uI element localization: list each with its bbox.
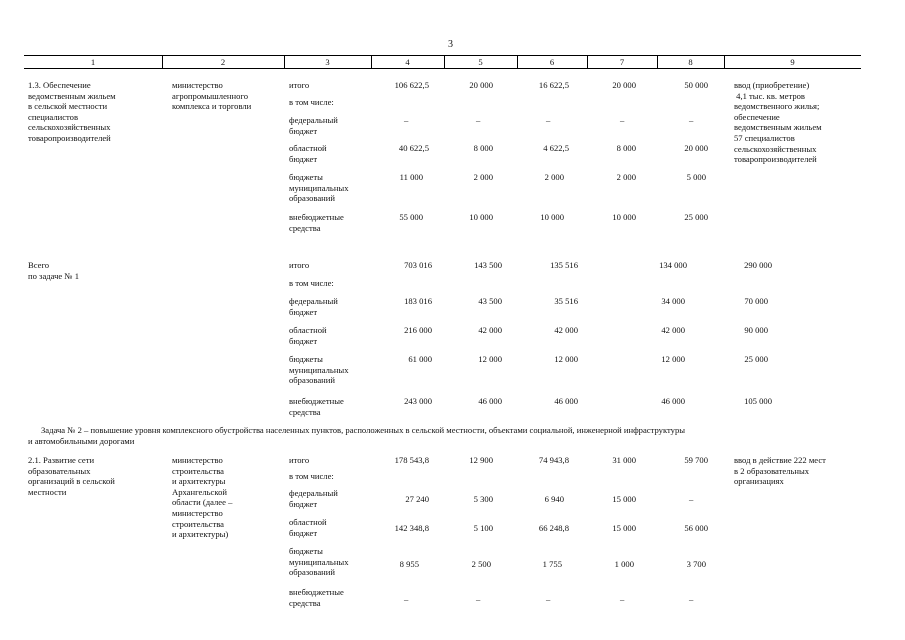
sec13-obl-c6: 4 622,5	[543, 143, 569, 153]
sec13-mun-c5: 2 000	[473, 172, 493, 182]
sec13-vneb-c5: 10 000	[469, 212, 493, 222]
header-col-5: 5	[478, 57, 483, 67]
total1-vneb-c8: 105 000	[744, 396, 772, 406]
sec13-fed-c4: –	[404, 115, 409, 125]
sec13-src-fed: федеральный бюджет	[289, 115, 338, 136]
total1-mun-c4: 61 000	[408, 354, 432, 364]
sec21-mun-c8: 3 700	[686, 559, 706, 569]
total1-itogo-c5: 143 500	[474, 260, 502, 270]
total1-mun-c6: 12 000	[554, 354, 578, 364]
sec21-vneb-c7: –	[620, 594, 625, 604]
sec21-itogo-c4: 178 543,8	[394, 455, 429, 465]
header-col-2: 2	[220, 57, 226, 67]
sec21-src-fed: федеральный бюджет	[289, 488, 338, 509]
sec13-fed-c5: –	[476, 115, 481, 125]
sec21-mun-c7: 1 000	[614, 559, 634, 569]
sec13-vneb-c8: 25 000	[684, 212, 708, 222]
sec13-src-vneb: внебюджетные средства	[289, 212, 344, 233]
sec21-obl-c4: 142 348,8	[394, 523, 429, 533]
task2-heading-line1: Задача № 2 – повышение уровня комплексного обустройства населенных пунктов, расположенных в сельской местности, объектами социальной, инженерной инфраструктуры	[41, 425, 686, 435]
total1-obl-c8: 90 000	[744, 325, 768, 335]
sec13-src-mun: бюджеты муниципальных образований	[289, 172, 349, 204]
total1-mun-c7: 12 000	[661, 354, 685, 364]
total1-mun-c5: 12 000	[478, 354, 502, 364]
sec21-src-mun: бюджеты муниципальных образований	[289, 546, 349, 578]
sec21-fed-c6: 6 940	[544, 494, 564, 504]
sec13-itogo-c4: 106 622,5	[394, 80, 429, 90]
header-col-1: 1	[90, 57, 96, 67]
total1-mun-c8: 25 000	[744, 354, 768, 364]
sec21-src-vtom: в том числе:	[289, 471, 334, 481]
sec21-fed-c7: 15 000	[612, 494, 636, 504]
sec13-mun-c4: 11 000	[399, 172, 423, 182]
sec13-vneb-c7: 10 000	[612, 212, 636, 222]
total1-vneb-c7: 46 000	[661, 396, 685, 406]
sec13-src-obl: областной бюджет	[289, 143, 327, 164]
sec21-mun-c4: 8 955	[399, 559, 419, 569]
sec13-obl-c7: 8 000	[616, 143, 636, 153]
total1-title: Всего по задаче № 1	[28, 260, 80, 281]
total1-obl-c4: 216 000	[404, 325, 432, 335]
total1-fed-c4: 183 016	[404, 296, 432, 306]
total1-src-obl: областной бюджет	[289, 325, 327, 346]
total1-fed-c8: 70 000	[744, 296, 768, 306]
task2-heading-line2: и автомобильными дорогами	[28, 436, 135, 446]
sec21-vneb-c6: –	[546, 594, 551, 604]
total1-src-mun: бюджеты муниципальных образований	[289, 354, 349, 386]
sec21-vneb-c5: –	[476, 594, 481, 604]
sec13-fed-c6: –	[546, 115, 551, 125]
sec13-itogo-c7: 20 000	[612, 80, 636, 90]
sec21-obl-c7: 15 000	[612, 523, 636, 533]
sec21-itogo-c8: 59 700	[684, 455, 708, 465]
sec21-src-itogo: итого	[289, 455, 310, 465]
sec13-mun-c8: 5 000	[686, 172, 706, 182]
sec21-itogo-c6: 74 943,8	[538, 455, 569, 465]
total1-obl-c7: 42 000	[661, 325, 685, 335]
sec13-vneb-c6: 10 000	[540, 212, 564, 222]
header-col-8: 8	[688, 57, 693, 67]
sec13-obl-c5: 8 000	[473, 143, 493, 153]
sec13-src-itogo: итого	[289, 80, 310, 90]
total1-itogo-c6: 135 516	[550, 260, 578, 270]
sec13-obl-c4: 40 622,5	[398, 143, 429, 153]
sec13-src-vtom: в том числе:	[289, 97, 334, 107]
total1-src-itogo: итого	[289, 260, 310, 270]
sec21-obl-c5: 5 100	[473, 523, 493, 533]
sec21-title: 2.1. Развитие сети образовательных организаций в сельской местности	[28, 455, 115, 497]
header-col-9: 9	[790, 57, 795, 67]
header-col-7: 7	[619, 57, 625, 67]
sec13-itogo-c5: 20 000	[469, 80, 493, 90]
sec13-result: ввод (приобретение) 4,1 тыс. кв. метров ведомственного жилья; обеспечение ведомственным жильем 57 специалистов сельскохозяйственных товаропроизводителей	[734, 80, 822, 165]
sec21-mun-c5: 2 500	[471, 559, 491, 569]
sec21-vneb-c4: –	[404, 594, 409, 604]
sec21-fed-c8: –	[689, 494, 694, 504]
total1-src-vtom: в том числе:	[289, 278, 334, 288]
total1-fed-c6: 35 516	[554, 296, 578, 306]
header-col-4: 4	[405, 57, 410, 67]
sec21-vneb-c8: –	[689, 594, 694, 604]
sec21-fed-c4: 27 240	[405, 494, 429, 504]
page-number: 3	[448, 39, 453, 50]
sec13-itogo-c8: 50 000	[684, 80, 708, 90]
total1-fed-c7: 34 000	[661, 296, 685, 306]
sec13-fed-c7: –	[620, 115, 625, 125]
total1-itogo-c4: 703 016	[404, 260, 432, 270]
sec21-obl-c8: 56 000	[684, 523, 708, 533]
sec21-itogo-c5: 12 900	[469, 455, 493, 465]
header-col-3: 3	[325, 57, 330, 67]
total1-fed-c5: 43 500	[478, 296, 502, 306]
total1-src-fed: федеральный бюджет	[289, 296, 338, 317]
sec21-src-vneb: внебюджетные средства	[289, 587, 344, 608]
sec13-mun-c6: 2 000	[544, 172, 564, 182]
sec13-title: 1.3. Обеспечение ведомственным жильем в сельской местности специалистов сельскохозяйственных товаропроизводителей	[28, 80, 116, 143]
sec21-mun-c6: 1 755	[542, 559, 562, 569]
sec13-fed-c8: –	[689, 115, 694, 125]
table-header	[24, 55, 861, 69]
sec13-obl-c8: 20 000	[684, 143, 708, 153]
total1-obl-c6: 42 000	[554, 325, 578, 335]
sec21-src-obl: областной бюджет	[289, 517, 327, 538]
total1-vneb-c5: 46 000	[478, 396, 502, 406]
total1-itogo-c7: 134 000	[659, 260, 687, 270]
total1-vneb-c4: 243 000	[404, 396, 432, 406]
sec21-fed-c5: 5 300	[473, 494, 493, 504]
sec13-executor: министерство агропромышленного комплекса и торговли	[172, 80, 252, 112]
sec21-itogo-c7: 31 000	[612, 455, 636, 465]
total1-obl-c5: 42 000	[478, 325, 502, 335]
sec13-itogo-c6: 16 622,5	[538, 80, 569, 90]
sec21-result: ввод в действие 222 мест в 2 образовательных организациях	[734, 455, 826, 487]
sec21-obl-c6: 66 248,8	[538, 523, 569, 533]
total1-src-vneb: внебюджетные средства	[289, 396, 344, 417]
total1-itogo-c8: 290 000	[744, 260, 772, 270]
sec13-vneb-c4: 55 000	[399, 212, 423, 222]
sec13-mun-c7: 2 000	[616, 172, 636, 182]
sec21-executor: министерство строительства и архитектуры Архангельской области (далее – министерство строительства и архитектуры)	[172, 455, 233, 540]
total1-vneb-c6: 46 000	[554, 396, 578, 406]
header-col-6: 6	[549, 57, 555, 67]
